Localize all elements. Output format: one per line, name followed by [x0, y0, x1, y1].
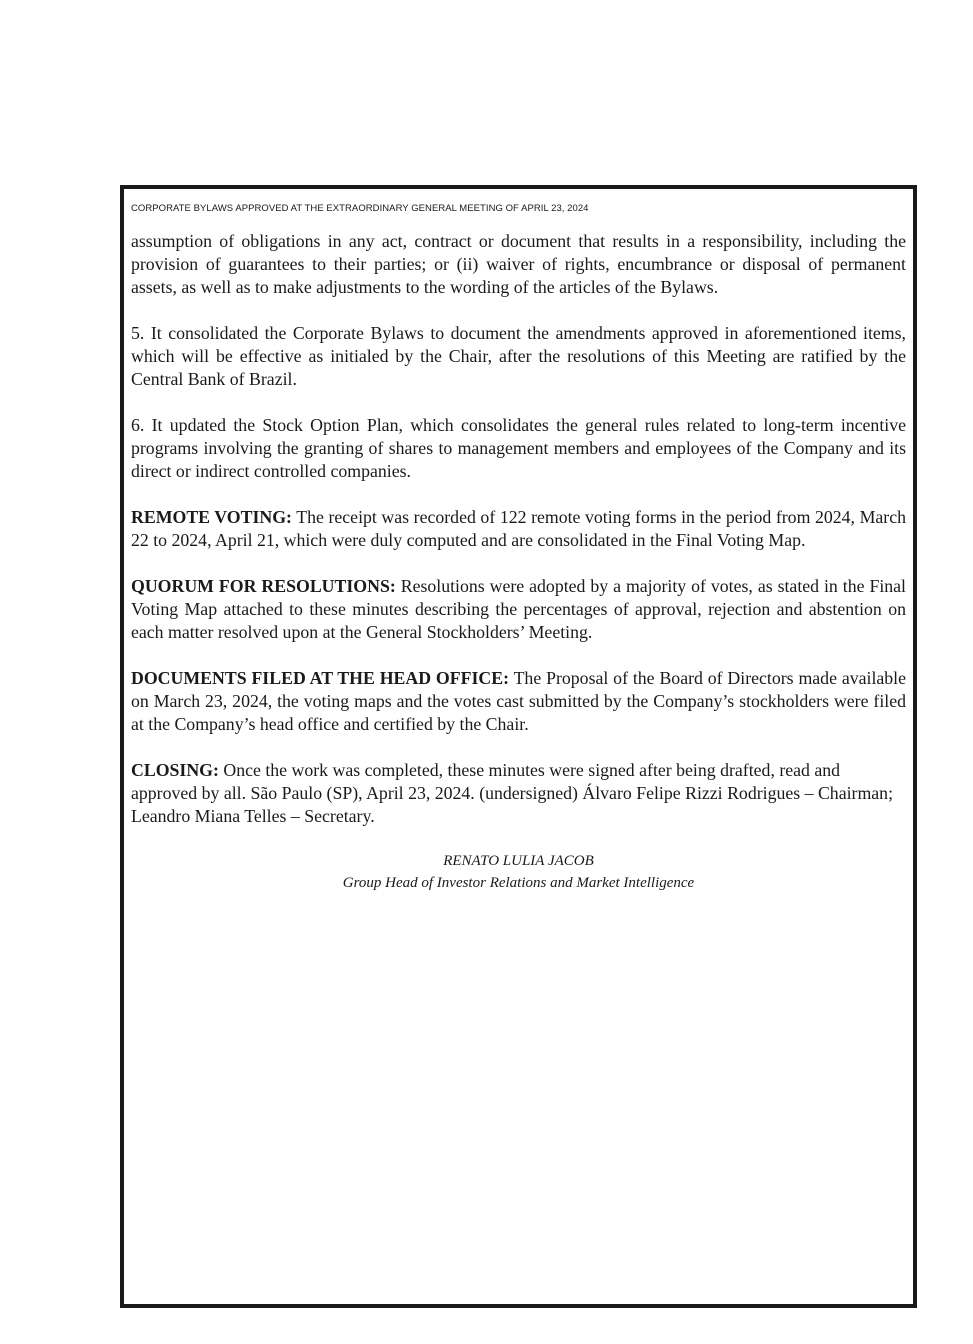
paragraph-item-5: [131, 322, 906, 391]
signatory-name: RENATO LULIA JACOB: [443, 853, 594, 869]
paragraph-closing: [131, 759, 906, 828]
paragraph-text: 6. It updated the Stock Option Plan, which consolidates the general rules related to long-term incentive programs involving the granting of shares to management members and employees of the Company and its direct or indirect controlled companies.: [131, 415, 906, 481]
paragraph-text: Once the work was completed, these minutes were signed after being drafted, read and approved by all. São Paulo (SP), April 23, 2024. (undersigned) Álvaro Felipe Rizzi Rodrigues – Chairman; Leandro Miana Telles – Secretary.: [131, 760, 894, 826]
document-frame: [120, 185, 917, 1308]
paragraph-lead: QUORUM FOR RESOLUTIONS:: [131, 576, 396, 596]
paragraph-item-6: [131, 414, 906, 483]
paragraph-text: assumption of obligations in any act, contract or document that results in a responsibility, including the provision of guarantees to their parties; or (ii) waiver of rights, encumbrance or disposal of permanent assets, as well as to make adjustments to the wording of the articles of the Bylaws.: [131, 231, 906, 297]
paragraph-text: The receipt was recorded of 122 remote voting forms in the period from 2024, March 22 to 2024, April 21, which were duly computed and are consolidated in the Final Voting Map.: [131, 507, 906, 550]
paragraph-text: Resolutions were adopted by a majority of votes, as stated in the Final Voting Map attached to these minutes describing the percentages of approval, rejection and abstention on each matter resolved upon at the General Stockholders’ Meeting.: [131, 576, 906, 642]
running-header: CORPORATE BYLAWS APPROVED AT THE EXTRAORDINARY GENERAL MEETING OF APRIL 23, 2024: [131, 203, 589, 214]
paragraph-bylaws-continuation: [131, 230, 906, 299]
paragraph-quorum: [131, 575, 906, 644]
paragraph-text: 5. It consolidated the Corporate Bylaws to document the amendments approved in aforementioned items, which will be effective as initialed by the Chair, after the resolutions of this Meeting are ratified by the Central Bank of Brazil.: [131, 323, 906, 389]
signatory-title: Group Head of Investor Relations and Market Intelligence: [342, 875, 695, 891]
signature-block: [131, 850, 906, 894]
paragraph-lead: DOCUMENTS FILED AT THE HEAD OFFICE:: [131, 668, 510, 688]
paragraph-text: The Proposal of the Board of Directors made available on March 23, 2024, the voting maps and the votes cast submitted by the Company’s stockholders were filed at the Company’s head office and certified by the Chair.: [131, 668, 906, 734]
paragraph-documents-filed: [131, 667, 906, 736]
paragraph-remote-voting: [131, 506, 906, 552]
paragraph-lead: CLOSING:: [131, 760, 219, 780]
paragraph-lead: REMOTE VOTING:: [131, 507, 292, 527]
document-body: [131, 203, 906, 894]
